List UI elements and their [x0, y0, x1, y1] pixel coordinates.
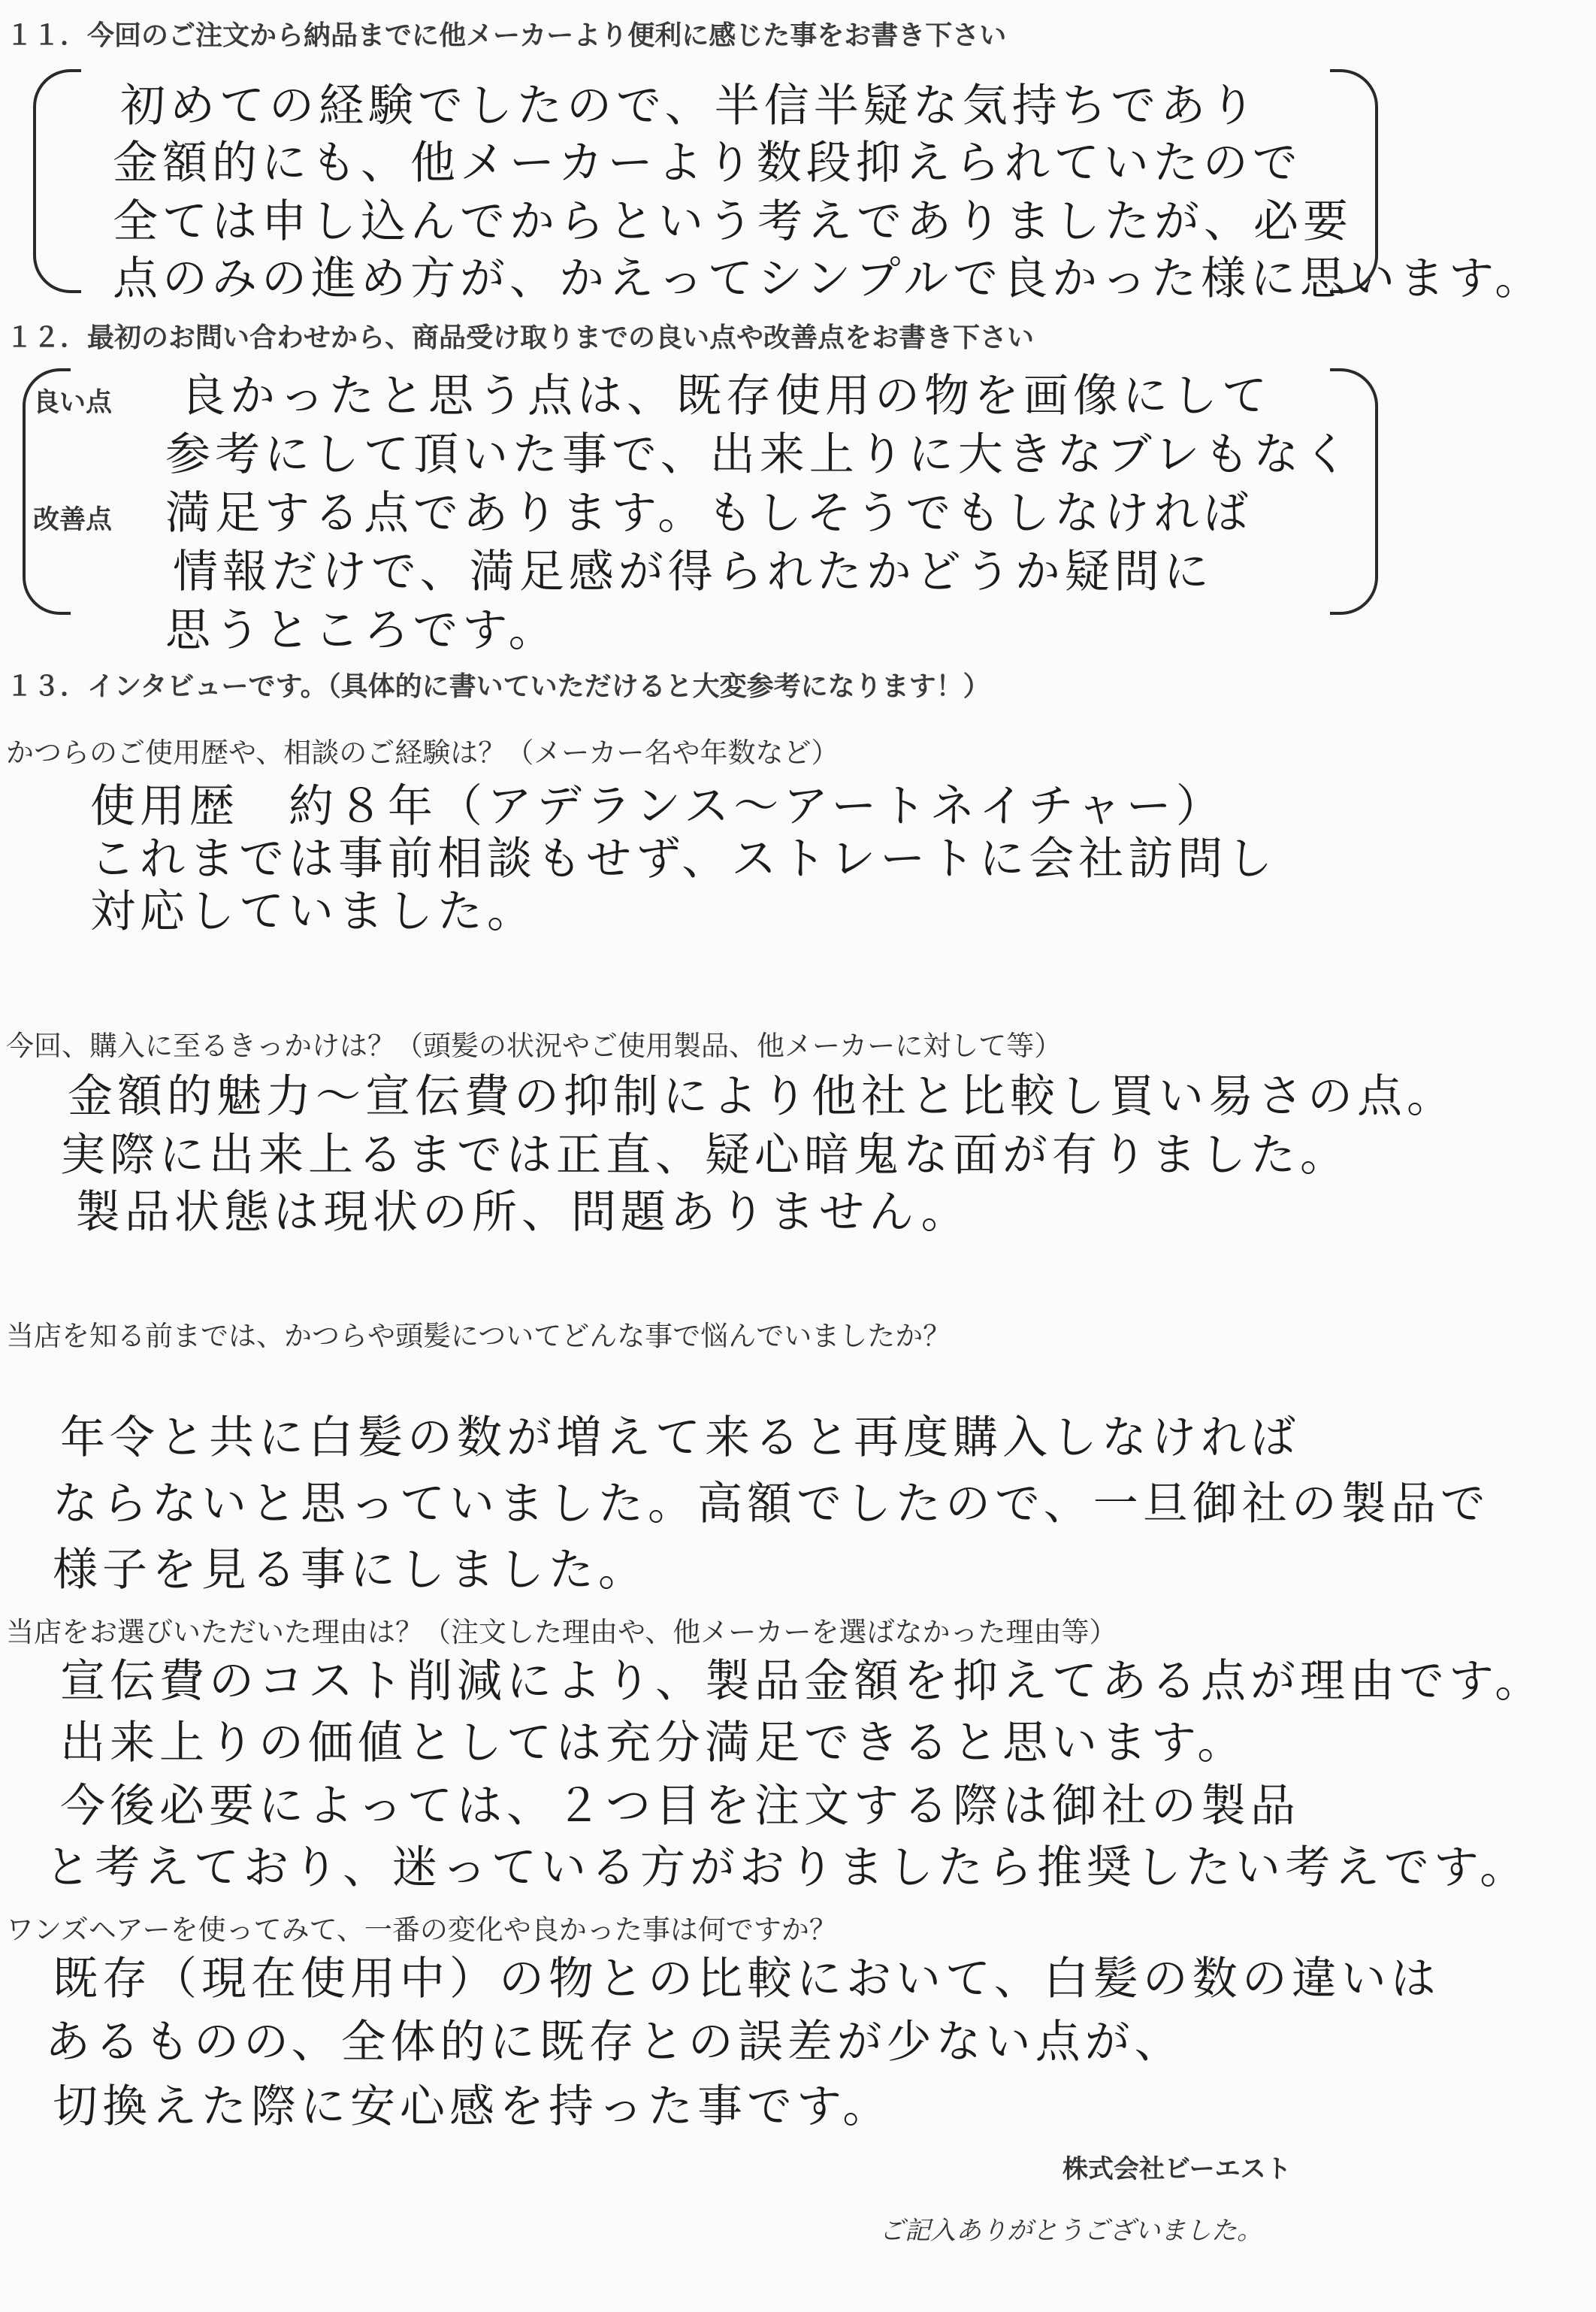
history-answer-line-1: 使用歴 約８年（アデランス～アートネイチャー） [90, 780, 1226, 833]
q11-answer-line-3: 全ては申し込んでからという考えでありましたが、必要 [113, 195, 1353, 248]
worry-question: 当店を知る前までは、かつらや頭髪についてどんな事で悩んでいましたか？ [6, 1320, 951, 1352]
trigger-answer-line-1: 金額的魅力～宣伝費の抑制により他社と比較し買い易さの点。 [68, 1070, 1456, 1123]
q12-answer-line-4: 情報だけで、満足感が得られたかどうか疑問に [173, 546, 1214, 598]
company-name: 株式会社ビーエスト [1062, 2154, 1292, 2184]
history-answer-line-2: これまでは事前相談もせず、ストレートに会社訪問し [90, 833, 1277, 885]
q13-title: １３．インタビューです。（具体的に書いていただけると大変参考になります！） [6, 671, 990, 702]
change-answer-line-3: 切換えた際に安心感を持った事です。 [53, 2080, 893, 2133]
reason-answer-line-4: と考えており、迷っている方がおりましたら推奨したい考えです。 [45, 1841, 1530, 1894]
worry-answer-line-3: 様子を見る事にしました。 [53, 1544, 648, 1596]
q12-improve-label: 改善点 [33, 505, 113, 535]
q11-answer-line-4: 点のみの進め方が、かえってシンプルで良かった様に思います。 [113, 253, 1545, 305]
history-answer-line-3: 対応していました。 [90, 885, 537, 938]
q12-answer-line-1: 良かったと思う点は、既存使用の物を画像にして [180, 370, 1271, 422]
trigger-answer-line-3: 製品状態は現状の所、問題ありません。 [75, 1186, 971, 1239]
q11-answer-line-2: 金額的にも、他メーカーより数段抑えられていたので [113, 137, 1302, 189]
q12-title: １２．最初のお問い合わせから、商品受け取りまでの良い点や改善点をお書き下さい [6, 322, 1035, 353]
q12-answer-line-3: 満足する点であります。もしそうでもしなければ [165, 487, 1253, 540]
q12-answer-line-2: 参考にして頂いた事で、出来上りに大きなブレもなく [165, 428, 1353, 481]
worry-answer-line-2: ならないと思っていました。高額でしたので、一旦御社の製品で [53, 1478, 1490, 1530]
q11-answer-line-1: 初めての経験でしたので、半信半疑な気持ちであり [120, 80, 1260, 132]
reason-answer-line-2: 出来上りの価値としては充分満足できると思います。 [60, 1717, 1247, 1769]
q11-bracket-left [33, 69, 81, 293]
reason-answer-line-1: 宣伝費のコスト削減により、製品金額を抑えてある点が理由です。 [60, 1655, 1545, 1708]
thanks-message: ご記入ありがとうございました。 [879, 2216, 1262, 2246]
change-question: ワンズヘアーを使ってみて、一番の変化や良かった事は何ですか？ [6, 1914, 837, 1946]
q12-good-label: 良い点 [33, 388, 113, 418]
q11-title: １１．今回のご注文から納品までに他メーカーより便利に感じた事をお書き下さい [6, 20, 1007, 51]
reason-answer-line-3: 今後必要によっては、２つ目を注文する際は御社の製品 [60, 1780, 1300, 1832]
worry-answer-line-1: 年令と共に白髪の数が増えて来ると再度購入しなければ [60, 1412, 1300, 1464]
q12-bracket-right [1330, 368, 1378, 615]
reason-question: 当店をお選びいただいた理由は？（注文した理由や、他メーカーを選ばなかった理由等） [6, 1616, 1117, 1648]
trigger-answer-line-2: 実際に出来上るまでは正直、疑心暗鬼な面が有りました。 [60, 1129, 1350, 1182]
history-question: かつらのご使用歴や、相談のご経験は？（メーカー名や年数など） [6, 737, 839, 769]
change-answer-line-1: 既存（現在使用中）の物との比較において、白髪の数の違いは [53, 1953, 1440, 2005]
change-answer-line-2: あるものの、全体的に既存との誤差が少ない点が、 [45, 2016, 1184, 2068]
q12-answer-line-5: 思うところです。 [165, 604, 558, 657]
trigger-question: 今回、購入に至るきっかけは？（頭髪の状況やご使用製品、他メーカーに対して等） [6, 1030, 1062, 1062]
